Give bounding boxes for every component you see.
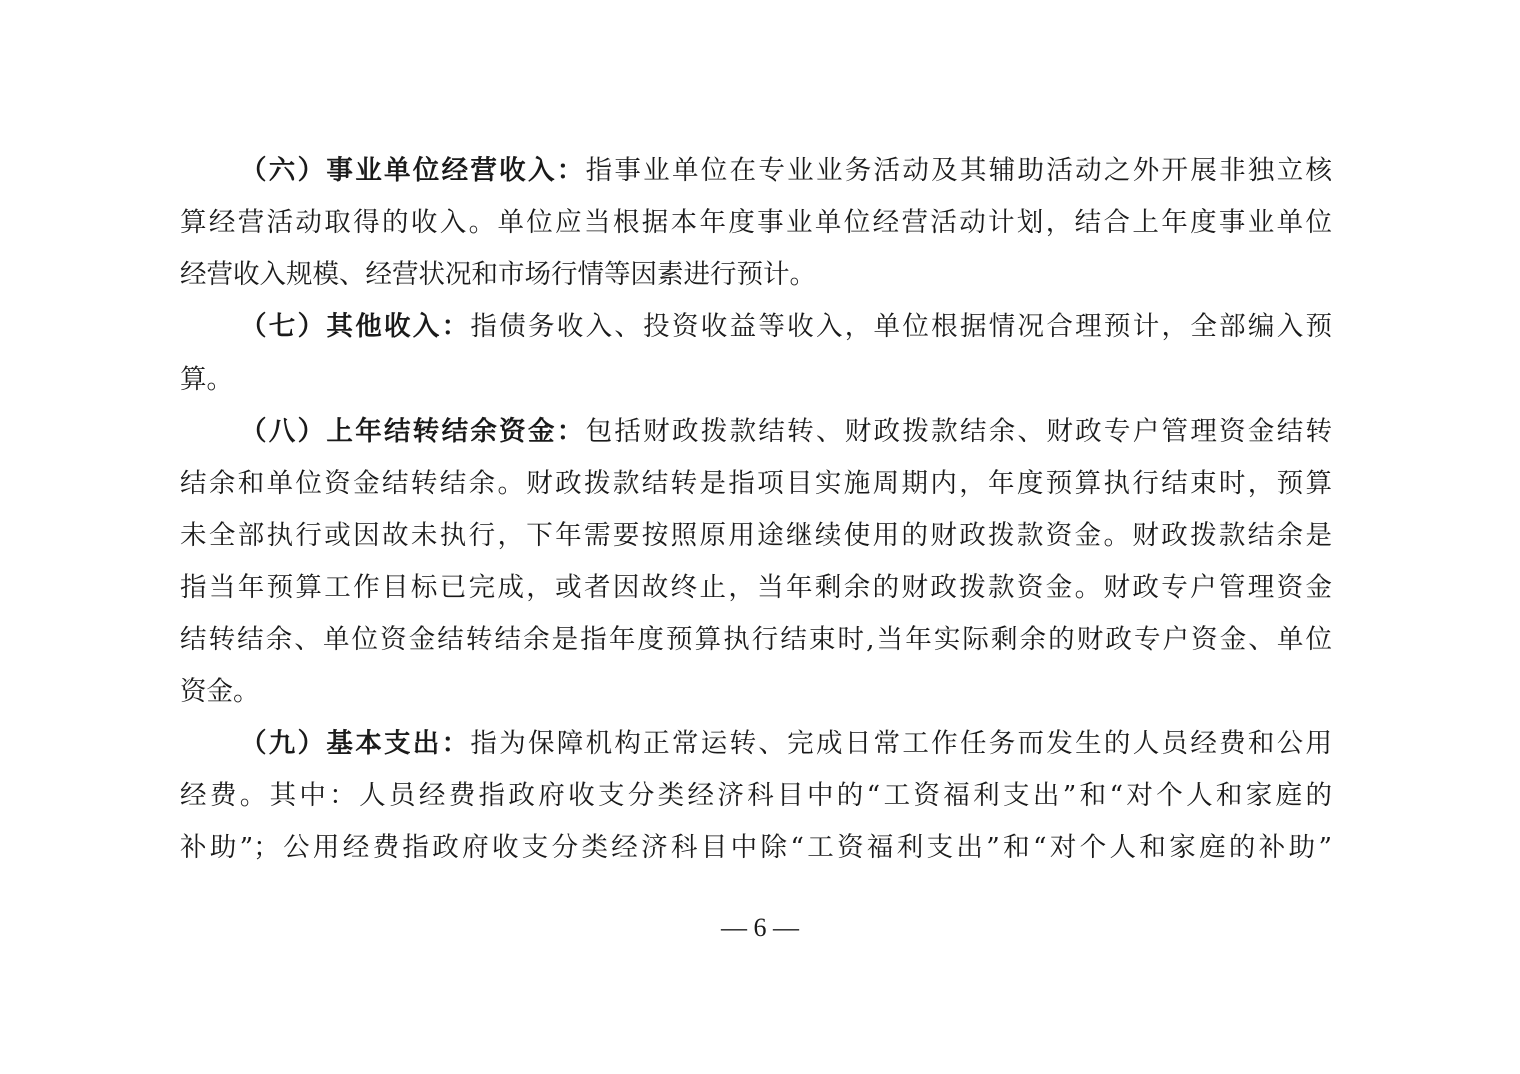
paragraph-6-text: 指事业单位在专业业务活动及其辅助活动之外开展非独立核 [585,155,1333,186]
paragraph-8-text: 包括财政拨款结转、财政拨款结余、财政专户管理资金结转 [585,416,1333,447]
paragraph-7-text: 指债务收入、投资收益等收入，单位根据情况合理预计，全部编入预 [470,311,1333,342]
paragraph-9-text: 指为保障机构正常运转、完成日常工作任务而发生的人员经费和公用 [470,728,1333,759]
paragraph-8-line-5: 结转结余、单位资金结转结余是指年度预算执行结束时,当年实际剩余的财政专户资金、单位 [180,624,1332,655]
paragraph-8-line-2: 结余和单位资金结转结余。财政拨款结转是指项目实施周期内，年度预算执行结束时，预算 [180,468,1332,499]
paragraph-9-line-1 [240,719,1332,769]
paragraph-6-line-1 [240,146,1332,196]
paragraph-8-line-6: 资金。 [180,676,260,707]
paragraph-8-heading: （八）上年结转结余资金： [240,416,586,447]
paragraph-8-line-1 [240,407,1332,457]
paragraph-6-line-2: 算经营活动取得的收入。单位应当根据本年度事业单位经营活动计划，结合上年度事业单位 [180,207,1332,238]
paragraph-7-heading: （七）其他收入： [240,311,471,342]
page-number: — 6 — [721,913,799,942]
paragraph-6-heading: （六）事业单位经营收入： [240,155,586,186]
paragraph-7-line-1 [240,302,1332,352]
paragraph-9-heading: （九）基本支出： [240,728,471,759]
paragraph-6-line-3: 经营收入规模、经营状况和市场行情等因素进行预计。 [180,259,816,290]
paragraph-7-line-2: 算。 [180,364,233,395]
paragraph-8-line-4: 指当年预算工作目标已完成，或者因故终止，当年剩余的财政拨款资金。财政专户管理资金 [180,572,1332,603]
paragraph-9-line-3: 补助”；公用经费指政府收支分类经济科目中除“工资福利支出”和“对个人和家庭的补助” [180,832,1332,863]
paragraph-9-line-2: 经费。其中：人员经费指政府收支分类经济科目中的“工资福利支出”和“对个人和家庭的 [180,780,1332,811]
paragraph-8-line-3: 未全部执行或因故未执行，下年需要按照原用途继续使用的财政拨款资金。财政拨款结余是 [180,520,1332,551]
